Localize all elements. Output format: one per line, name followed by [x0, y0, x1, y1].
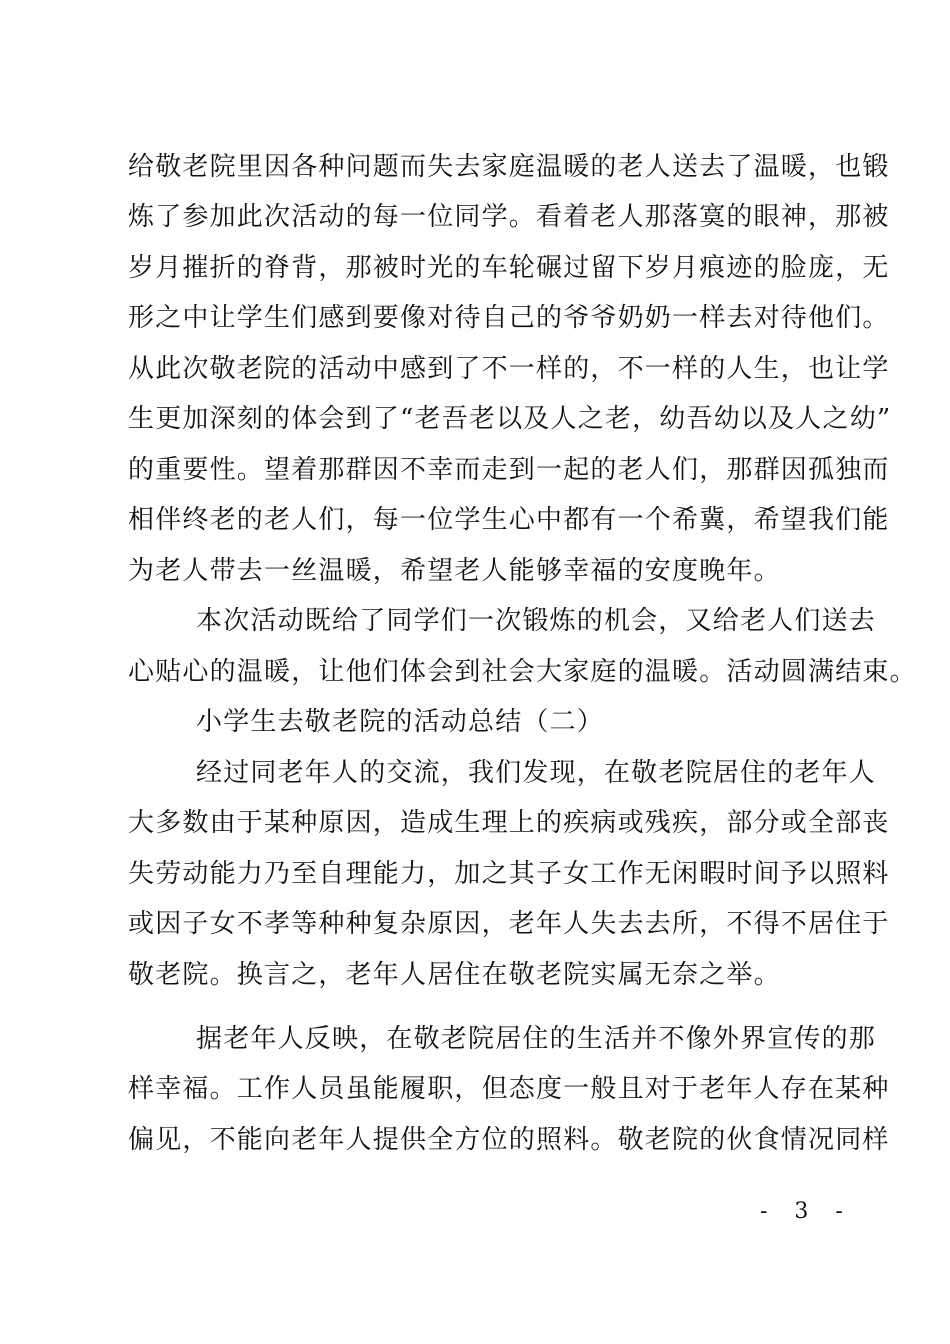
text-line: 心贴心的温暖，让他们体会到社会大家庭的温暖。活动圆满结束。 — [128, 657, 917, 687]
text-line: 炼了参加此次活动的每一位同学。看着老人那落寞的眼神，那被 — [128, 202, 890, 232]
text-line: 大多数由于某种原因，造成生理上的疾病或残疾，部分或全部丧 — [128, 808, 890, 838]
text-line: 敬老院。换言之，老年人居住在敬老院实属无奈之举。 — [128, 960, 781, 990]
paragraph-first-line: 经过同老年人的交流，我们发现，在敬老院居住的老年人 — [196, 758, 877, 788]
text-line: 生更加深刻的体会到了“老吾老以及人之老，幼吾幼以及人之幼” — [128, 404, 892, 434]
text-line: 形之中让学生们感到要像对待自己的爷爷奶奶一样去对待他们。 — [128, 303, 890, 333]
text-line: 或因子女不孝等种种复杂原因，老年人失去去所，不得不居住于 — [128, 909, 890, 939]
text-line: 为老人带去一丝温暖，希望老人能够幸福的安度晚年。 — [128, 556, 781, 586]
text-line: 从此次敬老院的活动中感到了不一样的，不一样的人生，也让学 — [128, 354, 890, 384]
section-heading: 小学生去敬老院的活动总结（二） — [196, 707, 605, 737]
text-line: 失劳动能力乃至自理能力，加之其子女工作无闲暇时间予以照料 — [128, 859, 890, 889]
text-line: 偏见，不能向老年人提供全方位的照料。敬老院的伙食情况同样 — [128, 1125, 890, 1155]
text-line: 样幸福。工作人员虽能履职，但态度一般且对于老年人存在某种 — [128, 1074, 890, 1104]
text-line: 相伴终老的老人们，每一位学生心中都有一个希冀，希望我们能 — [128, 505, 890, 535]
paragraph-first-line: 据老年人反映，在敬老院居住的生活并不像外界宣传的那 — [196, 1024, 877, 1054]
text-line: 的重要性。望着那群因不幸而走到一起的老人们，那群因孤独而 — [128, 455, 890, 485]
text-line: 岁月摧折的脊背，那被时光的车轮碾过留下岁月痕迹的脸庞，无 — [128, 253, 890, 283]
page-number: - 3 - — [760, 1199, 853, 1224]
text-line: 给敬老院里因各种问题而失去家庭温暖的老人送去了温暖，也锻 — [128, 152, 890, 182]
paragraph-first-line: 本次活动既给了同学们一次锻炼的机会，又给老人们送去 — [196, 606, 877, 636]
